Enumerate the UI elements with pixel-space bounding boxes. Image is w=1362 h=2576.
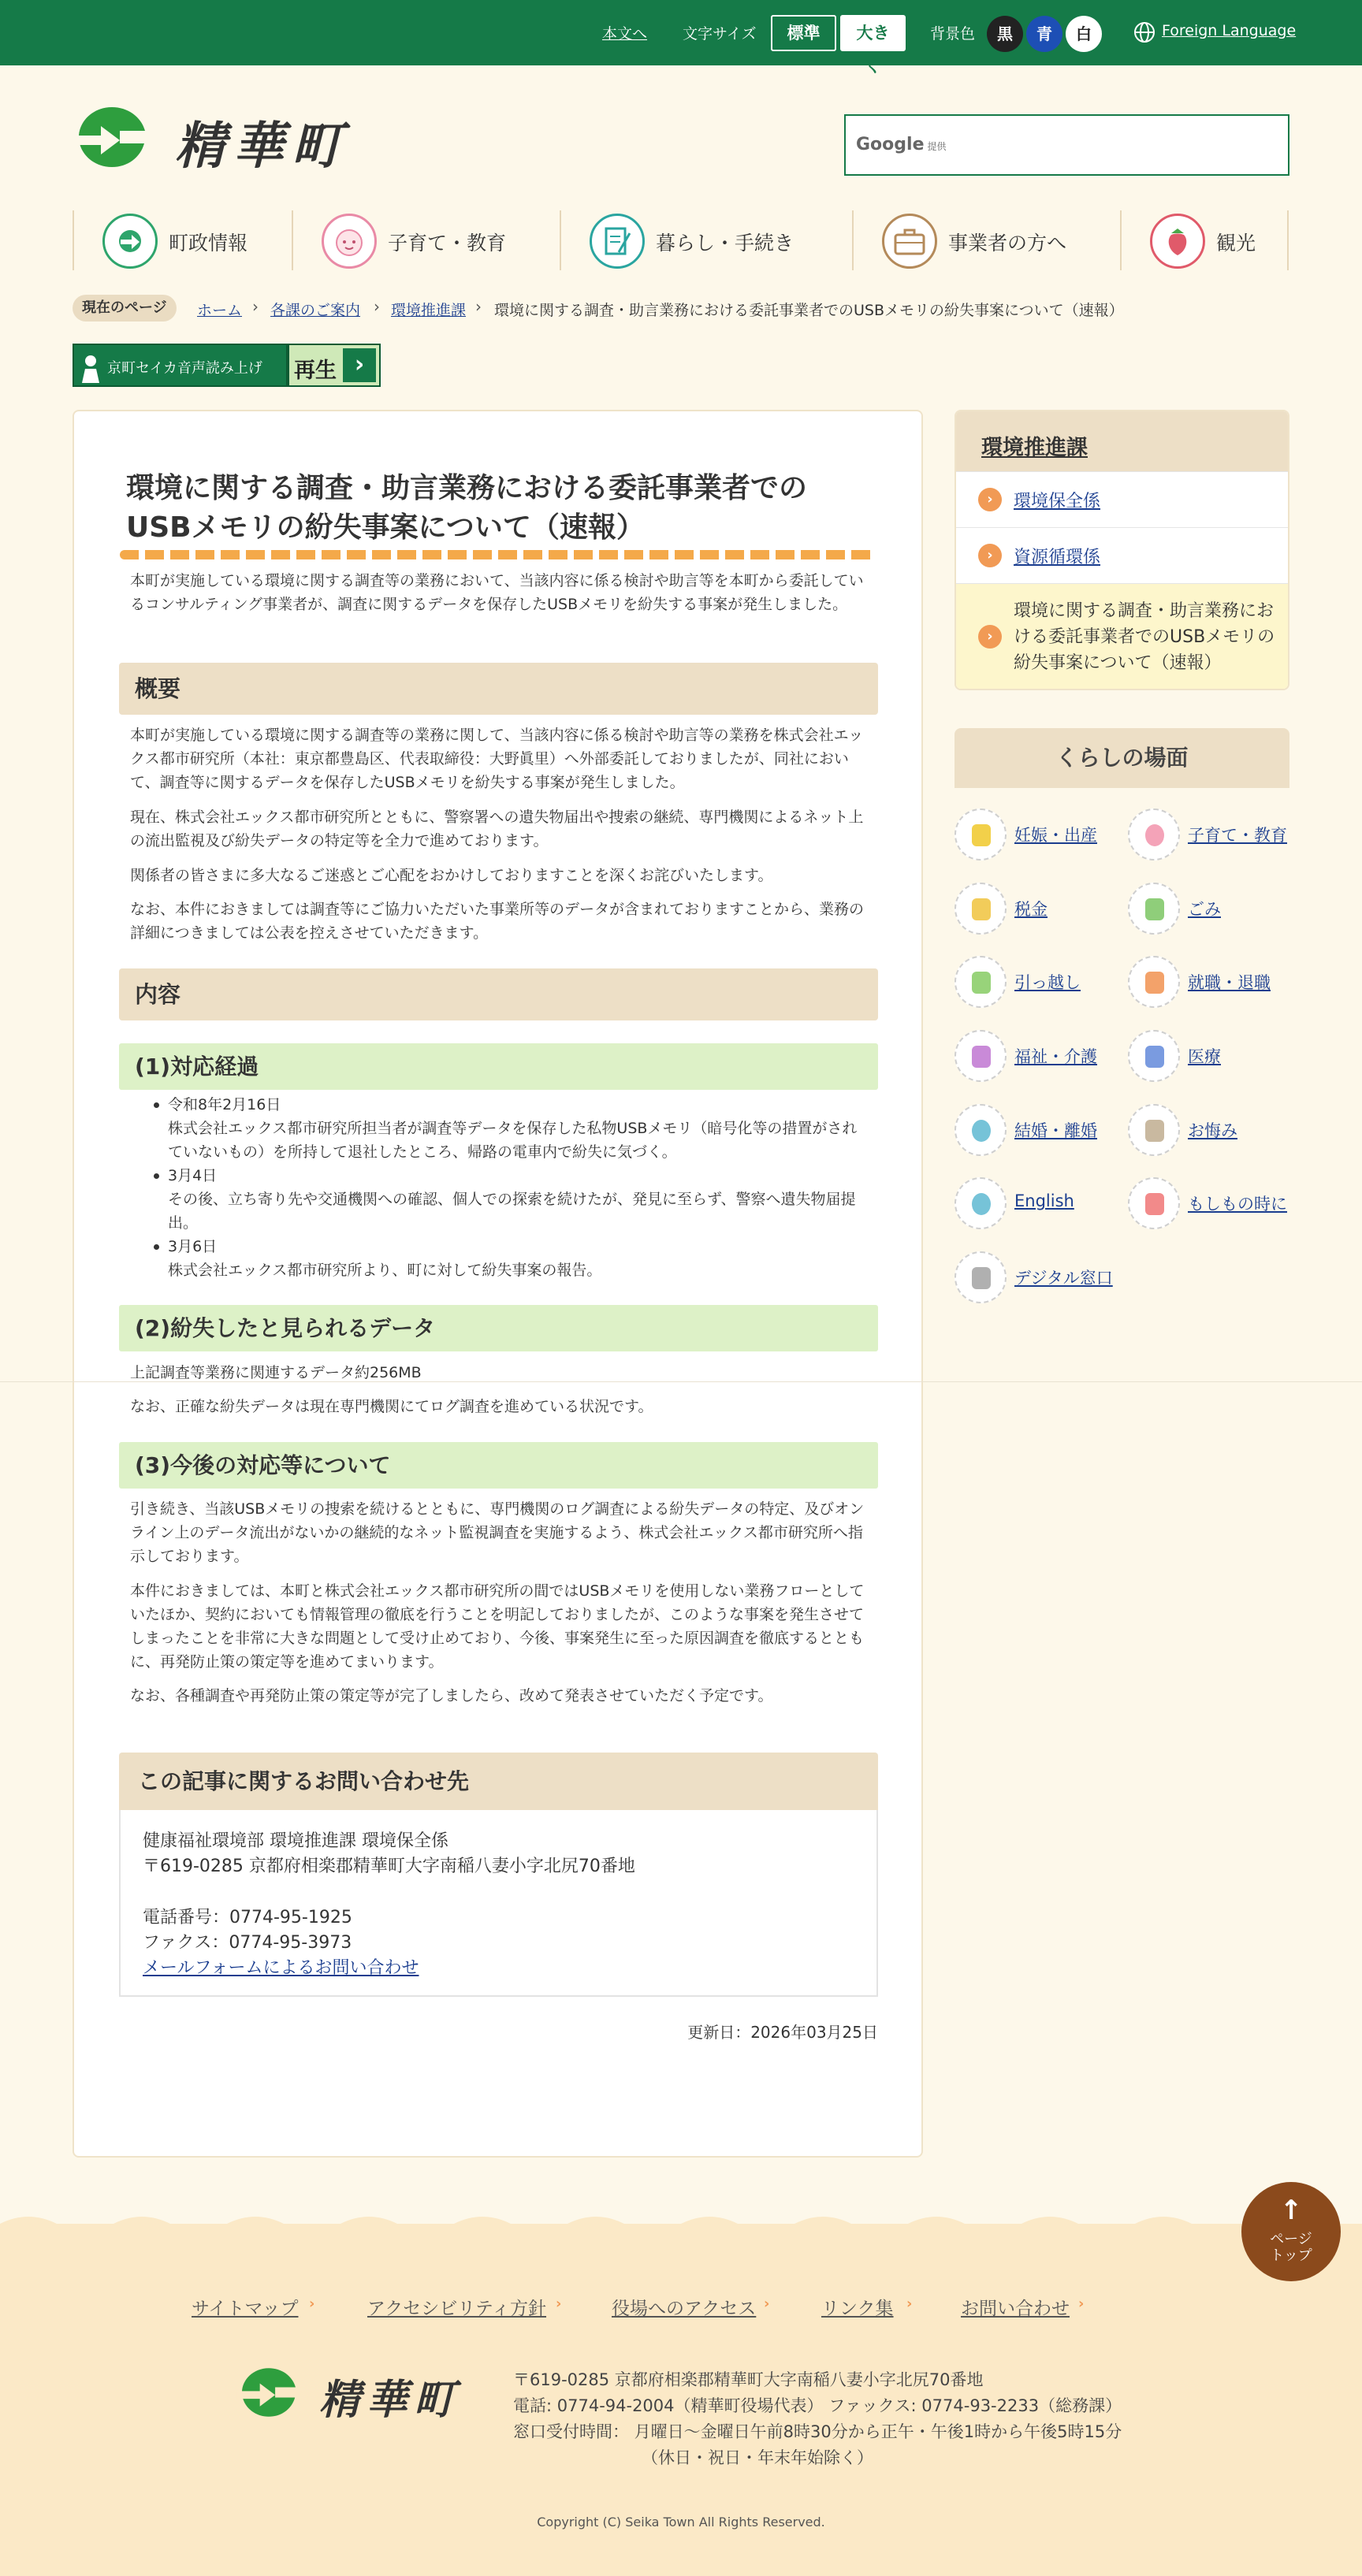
sidebar-department-menu [955,410,1289,690]
footer-link-access[interactable]: 役場へのアクセス [612,2299,757,2319]
arrow-up-icon: ↑ [1279,2195,1303,2226]
subheading-future-response: (3)今後の対応等について [119,1442,878,1489]
arrow-right-icon: › [978,488,1002,511]
breadcrumb-departments[interactable]: 各課のご案内 [270,302,361,319]
scene-label[interactable]: もしもの時に [1188,1195,1287,1214]
contact-phone: 電話番号：0774-95-1925 [143,1908,352,1927]
contact-heading: この記事に関するお問い合わせ先 [119,1753,878,1810]
font-large-button[interactable]: 大きく [840,15,906,51]
running-person-icon [1128,1177,1180,1229]
divider [0,1381,1362,1382]
scene-label[interactable]: 引っ越し [1014,973,1081,992]
arrow-right-icon: › [978,625,1002,649]
breadcrumb-current-label: 現在のページ [73,295,177,322]
page-top-button[interactable] [1241,2182,1341,2281]
overview-paragraph: 現在、株式会社エックス都市研究所とともに、警察署への遺失物届出や捜索の継続、専門機関によるネット上の流出監視及び紛失データの特定等を全力で進めております。 [130,808,864,849]
wheelchair-icon [955,1030,1007,1082]
bg-black-button[interactable]: 黒 [987,16,1023,52]
portrait-icon [1128,1104,1180,1156]
sidebar-heading-link[interactable]: 環境推進課 [981,436,1088,460]
contact-address: 〒619-0285 京都府相楽郡精華町大字南稲八妻小字北尻70番地 [143,1857,635,1876]
footer-logo-text: 精華町 [319,2376,462,2424]
list-item: 令和8年2月16日 株式会社エックス都市研究所担当者が調査等データを保存した私物USBメモリ（暗号化等の措置がされていないもの）を所持して退社したところ、帰路の電車内で紛失に気づく。 [154,1093,871,1164]
scene-label[interactable]: English [1014,1191,1074,1210]
pregnancy-icon [955,808,1007,861]
sidebar-item-current [956,583,1288,689]
sidebar-item[interactable] [956,471,1288,527]
gnav-divider [1287,210,1289,270]
breadcrumb-separator-icon: › [252,297,259,316]
gnav-label: 町政情報 [169,232,248,255]
gnav-tourism[interactable] [1120,210,1287,270]
site-logo-text[interactable]: 精華町 [175,117,350,176]
sidebar-item[interactable] [956,527,1288,583]
contact-department: 健康福祉環境部 環境推進課 環境保全係 [143,1831,448,1851]
overview-paragraph: 本町が実施している環境に関する調査等の業務に関して、当該内容に係る検討や助言等の業務を株式会社エックス都市研究所（本社：東京都豊島区、代表取締役：大野眞里）へ外部委託しておりましたが、同社において、調査等に関するデータを保存したUSBメモリを紛失する事案が発生しました。 [130,727,864,791]
breadcrumb-home[interactable]: ホーム [197,302,243,319]
footer-link-links[interactable]: リンク集 [821,2299,894,2319]
life-scenes-heading: くらしの場面 [955,728,1289,788]
gnav-business[interactable] [852,210,1120,270]
footer-link-sitemap[interactable]: サイトマップ [192,2299,299,2319]
chevron-right-icon: › [906,2295,913,2312]
bg-color-label: 背景色 [930,25,976,43]
child-face-icon [322,214,377,269]
footer-link-accessibility[interactable]: アクセシビリティ方針 [367,2299,547,2319]
scene-label[interactable]: 子育て・教育 [1188,826,1287,845]
scene-label[interactable]: デジタル窓口 [1014,1269,1113,1288]
medical-kit-icon [1128,1030,1180,1082]
chevron-right-icon: › [1078,2295,1085,2312]
child-face-icon [1128,808,1180,861]
skip-to-content-link[interactable]: 本文へ [602,25,648,43]
lost-data-paragraph: なお、正確な紛失データは現在専門機関にてログ調査を進めている状況です。 [130,1398,653,1415]
contact-box [119,1810,878,1997]
page-title: 環境に関する調査・助言業務における委託事業者でのUSBメモリの紛失事案について（速報） [126,472,808,544]
gnav-childcare-education[interactable] [292,210,560,270]
updated-date: 更新日：2026年03月25日 [687,2023,878,2042]
google-brand: Google 提供 [856,135,947,154]
trash-can-icon [1128,883,1180,935]
footer-hours-note: （休日・祝日・年末年始除く） [642,2448,873,2467]
title-underline-decoration [120,550,876,559]
chevron-right-icon: › [764,2295,770,2312]
chevron-right-icon: › [309,2295,315,2312]
page-top-label: ページ トップ [1270,2231,1312,2264]
voice-play-button[interactable]: 再生 › [288,344,381,387]
font-standard-button[interactable]: 標準 [771,15,836,51]
gnav-label: 子育て・教育 [388,232,507,255]
utility-bar [0,0,1362,76]
smartphone-icon [955,1251,1007,1303]
necktie-icon [1128,956,1180,1008]
footer-link-contact[interactable]: お問い合わせ [961,2299,1070,2319]
arrow-right-icon: › [978,544,1002,567]
breadcrumb-current-page: 環境に関する調査・助言業務における委託事業者でのUSBメモリの紛失事案について（速報） [494,302,1124,319]
scene-label[interactable]: お悔み [1188,1121,1237,1140]
overview-paragraph: 関係者の皆さまに多大なるご迷惑とご心配をおかけしておりますことを深くお詫びいたします。 [130,867,773,884]
scene-label[interactable]: 税金 [1014,900,1048,919]
gnav-label: 事業者の方へ [948,232,1067,255]
site-search-input[interactable] [844,114,1289,176]
footer-hours: 窓口受付時間： 月曜日～金曜日午前8時30分から正午・午後1時から午後5時15分 [513,2422,1122,2441]
strawberry-icon [1150,214,1205,269]
future-paragraph: なお、各種調査や再発防止策の策定等が完了しましたら、改めて発表させていただく予定です。 [130,1687,773,1704]
sidebar-item-label: 環境に関する調査・助言業務における委託事業者でのUSBメモリの紛失事案について（速報） [1014,601,1275,673]
section-heading-overview: 概要 [119,663,878,715]
copyright: Copyright (C) Seika Town All Rights Reserved. [537,2515,825,2530]
subheading-response: (1)対応経過 [119,1043,878,1090]
future-paragraph: 本件におきましては、本町と株式会社エックス都市研究所の間ではUSBメモリを使用しない業務フローとしていたほか、契約においても情報管理の徹底を行うことを明記しておりましたが、このような事案を発生させてしまったことを非常に大きな問題として受け止めており、今後、事案発生に至った原因調査を徹底するとともに、再発防止策の策定等を進めてまいります。 [130,1582,865,1671]
contact-form-link[interactable]: メールフォームによるお問い合わせ [143,1958,419,1978]
sidebar-item-label[interactable]: 環境保全係 [1014,492,1101,511]
chevron-right-icon: › [556,2295,562,2312]
play-arrow-icon: › [343,348,376,382]
lost-data-paragraph: 上記調査等業務に関連するデータ約256MB [130,1364,422,1381]
rings-icon [955,1104,1007,1156]
bg-blue-button[interactable]: 青 [1026,16,1062,52]
footer-logo-mark-icon [236,2366,301,2419]
truck-icon [955,956,1007,1008]
overview-paragraph: なお、本件におきましては調査等にご協力いただいた事業所等のデータが含まれておりますことから、業務の詳細につきましては公表を控えさせていただきます。 [130,901,865,942]
scene-label[interactable]: 医療 [1188,1047,1221,1066]
globe-icon [1133,20,1156,44]
gnav-label: 観光 [1216,232,1256,255]
scene-label[interactable]: ごみ [1188,900,1221,919]
voice-reader-label[interactable]: 京町セイカ音声読み上げ [73,344,288,387]
breadcrumb-separator-icon: › [374,297,380,316]
contact-fax: ファクス：0774-95-3973 [143,1933,352,1953]
foreign-language-link[interactable]: Foreign Language [1162,22,1297,39]
intro-paragraph: 本町が実施している環境に関する調査等の業務において、当該内容に係る検討や助言等を本町から委託しているコンサルティング事業者が、調査に関するデータを保存したUSBメモリを紛失する事案が発生しました。 [130,572,864,613]
breadcrumb-env-division[interactable]: 環境推進課 [391,302,467,319]
subheading-lost-data: (2)紛失したと見られるデータ [119,1305,878,1351]
scene-label[interactable]: 就職・退職 [1188,973,1271,992]
scene-label[interactable]: 結婚・離婚 [1014,1121,1097,1140]
sidebar-heading [956,411,1288,471]
footer-phone: 電話: 0774-94-2004（精華町役場代表） ファックス: 0774-93-2233（総務課） [513,2396,1122,2415]
town-logo-mark-icon[interactable] [73,104,151,170]
list-item: 3月4日 その後、立ち寄り先や交通機関への確認、個人での探索を続けたが、発見に至らず、警察へ遺失物届提出。 [154,1164,871,1235]
sidebar-item-label[interactable]: 資源循環係 [1014,548,1101,567]
town-hall-icon [102,214,158,269]
globe-icon [955,1177,1007,1229]
section-heading-content: 内容 [119,968,878,1020]
person-icon [79,353,102,385]
briefcase-icon [882,214,937,269]
footer-address: 〒619-0285 京都府相楽郡精華町大字南稲八妻小字北尻70番地 [513,2370,984,2389]
response-timeline [154,1093,871,1282]
scene-label[interactable]: 妊娠・出産 [1014,826,1097,845]
gnav-label: 暮らし・手続き [656,232,794,255]
bg-white-button[interactable]: 白 [1066,16,1102,52]
document-pen-icon [590,214,645,269]
gnav-town-info[interactable] [73,210,292,270]
breadcrumb-separator-icon: › [475,297,482,316]
list-item: 3月6日 株式会社エックス都市研究所より、町に対して紛失事案の報告。 [154,1235,871,1282]
future-paragraph: 引き続き、当該USBメモリの捜索を続けるとともに、専門機関のログ調査による紛失データの特定、及びオンライン上のデータ流出がないかの継続的なネット監視調査を実施するよう、株式会社エックス都市研究所へ指示しております。 [130,1500,865,1565]
font-size-label: 文字サイズ [683,25,757,43]
coins-icon [955,883,1007,935]
gnav-living-procedures[interactable] [560,210,852,270]
scene-label[interactable]: 福祉・介護 [1014,1047,1097,1066]
